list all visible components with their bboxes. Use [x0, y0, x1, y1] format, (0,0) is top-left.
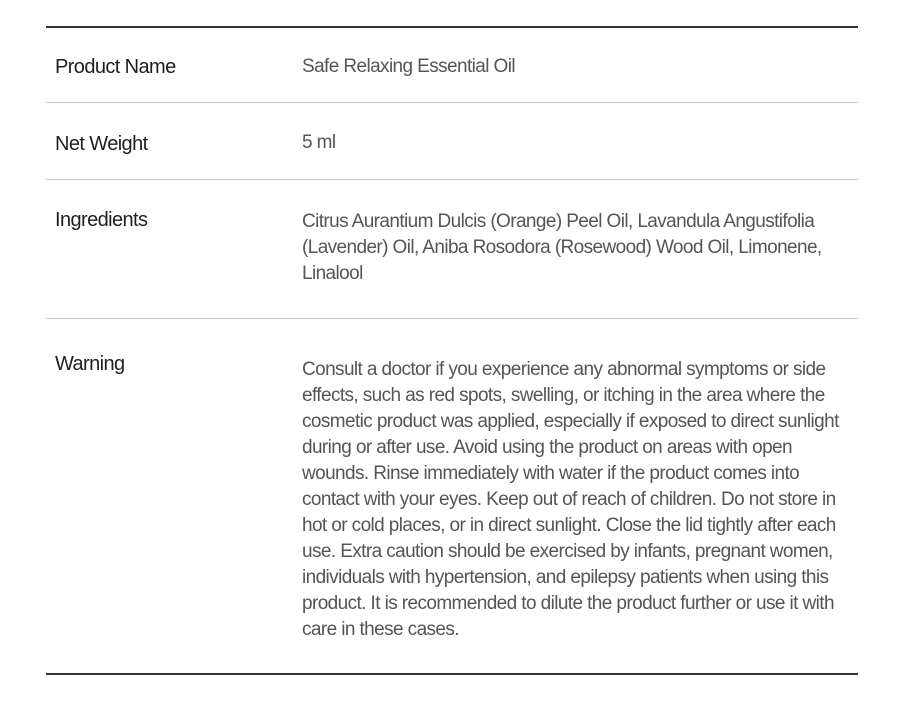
- table-row-net-weight: [46, 103, 858, 180]
- table-row-ingredients: [46, 180, 858, 319]
- warning-value: Consult a doctor if you experience any abnormal symptoms or side effects, such as red spots, swelling, or itching in the area where the cosmetic product was applied, especially if exposed to direct sunlight during or after use. Avoid using the product on areas with open wounds. Rinse immediately with water if the product comes into contact with your eyes. Keep out of reach of children. Do not store in hot or cold places, or in direct sunlight. Close the lid tightly after each use. Extra caution should be exercised by infants, pregnant women, individuals with hypertension, and epilepsy patients when using this product. It is recommended to dilute the product further or use it with care in these cases.: [302, 359, 839, 640]
- table-row-warning: [46, 319, 858, 673]
- product-name-value: Safe Relaxing Essential Oil: [302, 56, 515, 77]
- warning-label: Warning: [55, 353, 125, 375]
- net-weight-value: 5 ml: [302, 132, 336, 153]
- ingredients-value: Citrus Aurantium Dulcis (Orange) Peel Oil, Lavandula Angustifolia (Lavender) Oil, Aniba Rosodora (Rosewood) Wood Oil, Limonene, Linalool: [302, 211, 822, 284]
- table-row-product-name: [46, 28, 858, 103]
- product-name-label: Product Name: [55, 56, 176, 78]
- product-info-table: [46, 26, 858, 675]
- net-weight-label: Net Weight: [55, 133, 148, 155]
- ingredients-label: Ingredients: [55, 209, 148, 231]
